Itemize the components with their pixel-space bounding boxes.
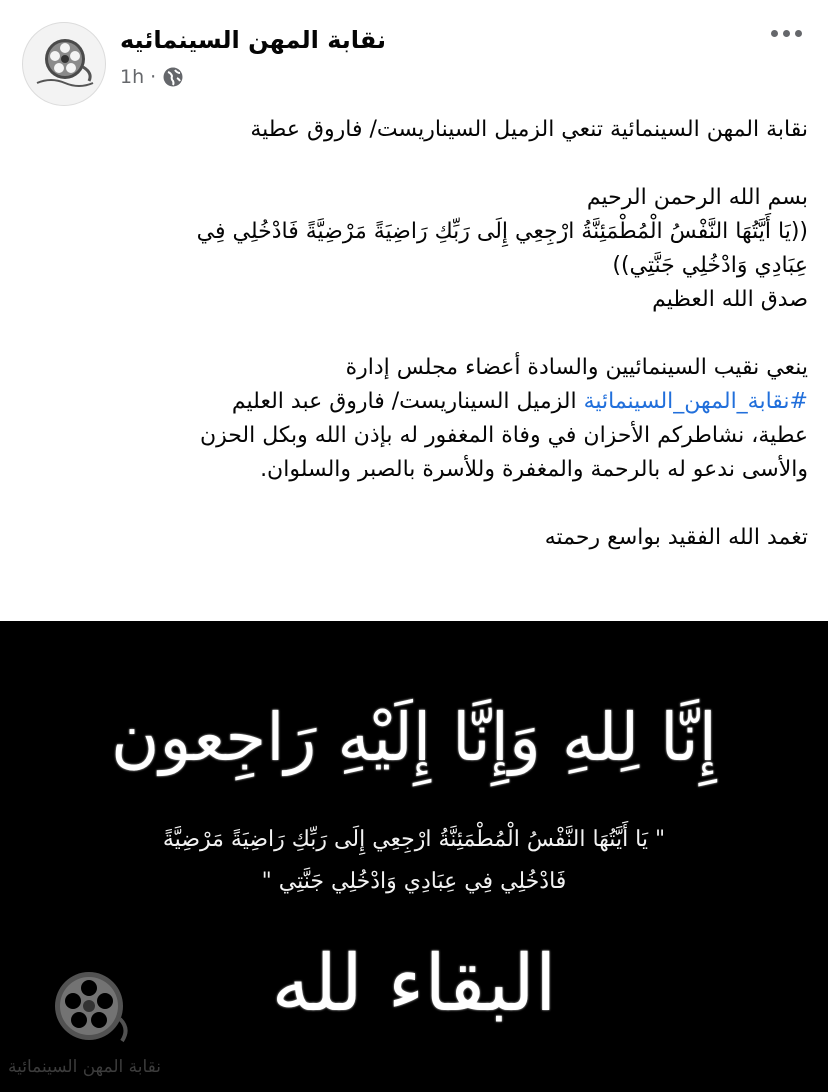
condolence-title: إِنَّا لِلهِ وَإِنَّا إِلَيْهِ رَاجِعون	[111, 699, 717, 776]
meta-separator: ·	[150, 66, 157, 88]
film-reel-logo-icon	[23, 23, 106, 106]
more-options-icon[interactable]	[771, 30, 802, 37]
post-body	[18, 113, 808, 555]
watermark-text: نقابة المهن السينمائية	[8, 1057, 161, 1077]
post-line: بسم الله الرحمن الرحيم	[586, 185, 808, 210]
post-line	[18, 385, 808, 419]
post-line: عطية، نشاطركم الأحزان في وفاة المغفور له بإذن الله وبكل الحزن	[199, 423, 808, 448]
post-line: ((يَا أَيَّتُهَا النَّفْسُ الْمُطْمَئِنَّةُ ارْجِعِي إِلَى رَبِّكِ رَاضِيَةً مَرْضِيَّةً فَادْخُلِي فِي	[196, 219, 808, 244]
watermark-film-reel-icon	[44, 961, 134, 1051]
condolence-verse-line: " يَا أَيَّتُهَا النَّفْسُ الْمُطْمَئِنَّةُ ارْجِعِي إِلَى رَبِّكِ رَاضِيَةً مَرْضِيَّةً	[162, 827, 666, 852]
post-line: تغمد الله الفقيد بواسع رحمته	[544, 525, 808, 550]
page-name-link[interactable]: نقابة المهن السينمائيه	[120, 26, 387, 54]
post-line: نقابة المهن السينمائية تنعي الزميل السيناريست/ فاروق عطية	[250, 117, 808, 142]
page-avatar[interactable]	[22, 22, 106, 106]
post-line: ينعي نقيب السينمائيين والسادة أعضاء مجلس إدارة	[345, 355, 808, 380]
post-header	[0, 0, 828, 110]
condolence-baqaa: البقاء لله	[271, 939, 557, 1029]
post-line: والأسى ندعو له بالرحمة والمغفرة وللأسرة بالصبر والسلوان.	[260, 457, 808, 482]
post-photo[interactable]	[0, 621, 828, 1092]
post-meta	[120, 66, 184, 88]
condolence-verse-line: فَادْخُلِي فِي عِبَادِي وَادْخُلِي جَنَّتِي "	[261, 869, 567, 894]
hashtag-link[interactable]: #نقابة_المهن_السينمائية	[583, 389, 808, 414]
post-line: عِبَادِي وَادْخُلِي جَنَّتِي))	[612, 253, 808, 278]
post-time[interactable]: 1h	[120, 66, 145, 88]
globe-icon[interactable]	[162, 66, 184, 88]
post-line-text: الزميل السيناريست/ فاروق عبد العليم	[231, 389, 584, 414]
post-line: صدق الله العظيم	[652, 287, 808, 312]
